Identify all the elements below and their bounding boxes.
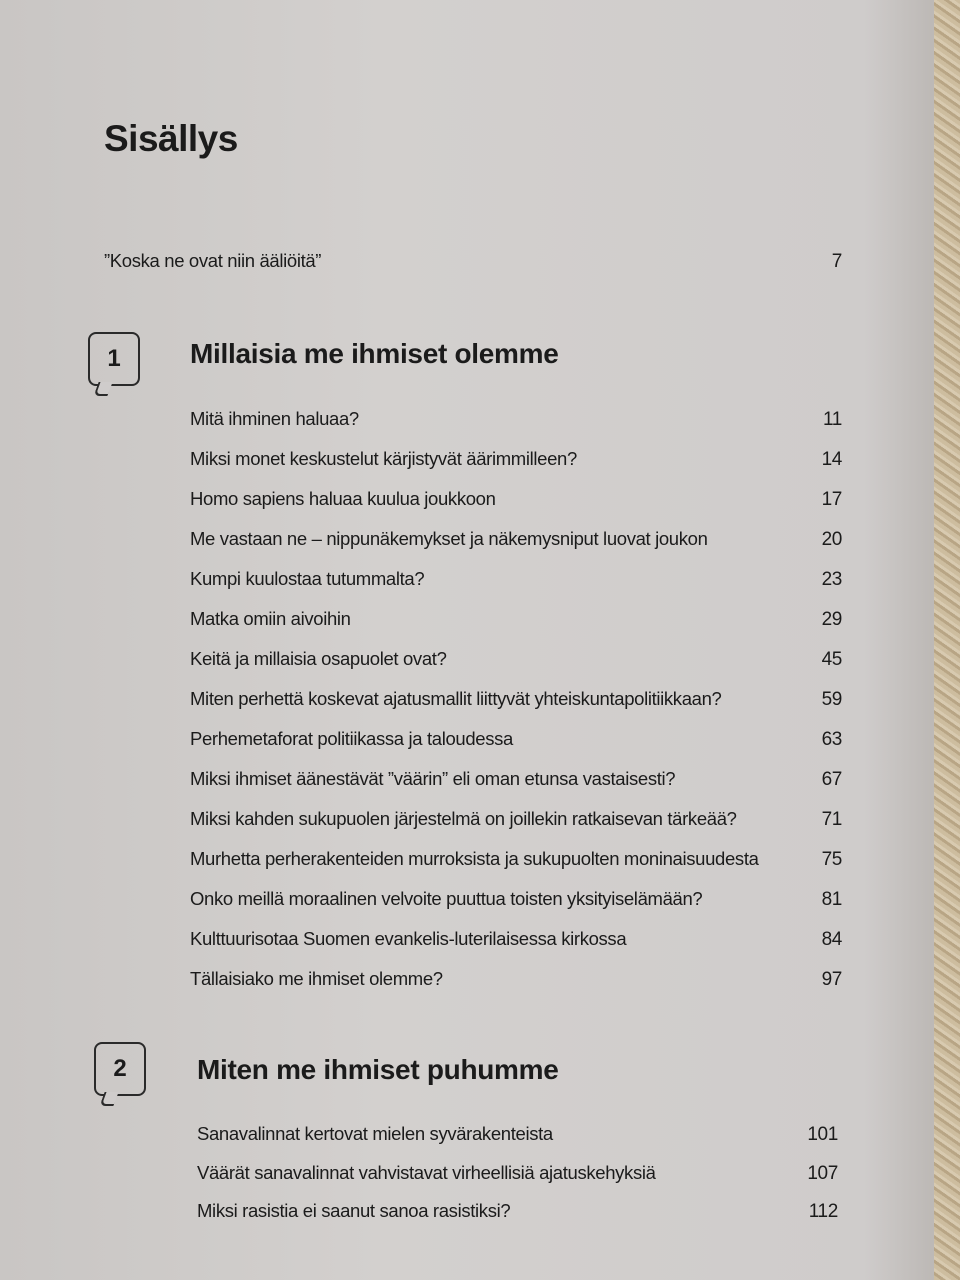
chapter-title: Millaisia me ihmiset olemme xyxy=(190,338,559,369)
toc-entry-intro xyxy=(104,250,842,273)
entry-page: 7 xyxy=(831,251,842,272)
entry-label: Miten perhettä koskevat ajatusmallit liittyvät yhteiskuntapolitiikkaan? xyxy=(190,688,722,709)
background-carpet xyxy=(934,0,960,1280)
entry-page: 107 xyxy=(807,1162,838,1184)
entry-label: Keitä ja millaisia osapuolet ovat? xyxy=(190,648,447,669)
chapter-number-badge: 1 xyxy=(88,332,140,386)
entry-page: 101 xyxy=(807,1124,838,1145)
entry-label: Miksi monet keskustelut kärjistyvät äärimmilleen? xyxy=(190,448,577,469)
entry-page: 29 xyxy=(821,609,842,630)
entry-label: Perhemetaforat politiikassa ja taloudessa xyxy=(190,728,513,749)
entry-label: Tällaisiako me ihmiset olemme? xyxy=(190,968,443,989)
entry-page: 59 xyxy=(821,689,842,710)
entry-label: Miksi ihmiset äänestävät ”väärin” eli oman etunsa vastaisesti? xyxy=(190,768,676,789)
toc-entry xyxy=(190,408,842,448)
entry-label: ”Koska ne ovat niin ääliöitä” xyxy=(104,250,322,271)
entry-label: Homo sapiens haluaa kuulua joukkoon xyxy=(190,488,496,509)
entry-page: 20 xyxy=(821,529,842,550)
entry-label: Miksi kahden sukupuolen järjestelmä on joillekin ratkaisevan tärkeää? xyxy=(190,808,737,829)
entry-page: 75 xyxy=(821,849,842,870)
toc-entry xyxy=(190,568,842,608)
entry-page: 11 xyxy=(822,409,842,430)
entry-page: 71 xyxy=(821,809,842,830)
chapter-2-entries xyxy=(197,1123,838,1239)
entry-page: 45 xyxy=(821,649,842,670)
entry-label: Miksi rasistia ei saanut sanoa rasistiksi? xyxy=(197,1200,511,1221)
chapter-number-badge: 2 xyxy=(94,1042,146,1096)
toc-entry xyxy=(190,888,842,928)
entry-page: 23 xyxy=(821,569,842,590)
toc-entry xyxy=(190,928,842,968)
toc-entry xyxy=(190,528,842,568)
toc-entry xyxy=(197,1123,838,1162)
entry-label: Kulttuurisotaa Suomen evankelis-luterilaisessa kirkossa xyxy=(190,928,627,949)
toc-entry xyxy=(190,968,842,1008)
entry-label: Matka omiin aivoihin xyxy=(190,608,351,629)
entry-label: Mitä ihminen haluaa? xyxy=(190,408,359,429)
entry-label: Väärät sanavalinnat vahvistavat virheellisiä ajatuskehyksiä xyxy=(197,1161,656,1183)
toc-entry xyxy=(190,448,842,488)
toc-entry xyxy=(190,768,842,808)
entry-page: 84 xyxy=(821,929,842,950)
toc-entry xyxy=(197,1162,838,1201)
toc-entry xyxy=(190,848,842,888)
toc-entry xyxy=(190,608,842,648)
entry-page: 14 xyxy=(821,449,842,470)
entry-page: 17 xyxy=(821,489,842,510)
entry-label: Kumpi kuulostaa tutummalta? xyxy=(190,568,425,589)
entry-label: Murhetta perherakenteiden murroksista ja sukupuolten moninaisuudesta xyxy=(190,848,759,869)
toc-entry xyxy=(190,488,842,528)
entry-page: 63 xyxy=(821,729,842,750)
entry-page: 97 xyxy=(821,969,842,990)
page-title: Sisällys xyxy=(104,118,238,159)
toc-entry xyxy=(190,648,842,688)
entry-label: Sanavalinnat kertovat mielen syvärakenteista xyxy=(197,1123,553,1144)
chapter-1-entries xyxy=(190,408,842,1008)
entry-page: 67 xyxy=(821,769,842,790)
toc-entry xyxy=(197,1200,838,1239)
toc-entry xyxy=(190,688,842,728)
chapter-title: Miten me ihmiset puhumme xyxy=(197,1054,559,1085)
entry-label: Onko meillä moraalinen velvoite puuttua toisten yksityiselämään? xyxy=(190,888,703,909)
toc-entry xyxy=(190,728,842,768)
entry-label: Me vastaan ne – nippunäkemykset ja näkemysniput luovat joukon xyxy=(190,528,708,549)
entry-page: 112 xyxy=(808,1201,838,1222)
toc-entry xyxy=(190,808,842,848)
entry-page: 81 xyxy=(821,889,842,910)
